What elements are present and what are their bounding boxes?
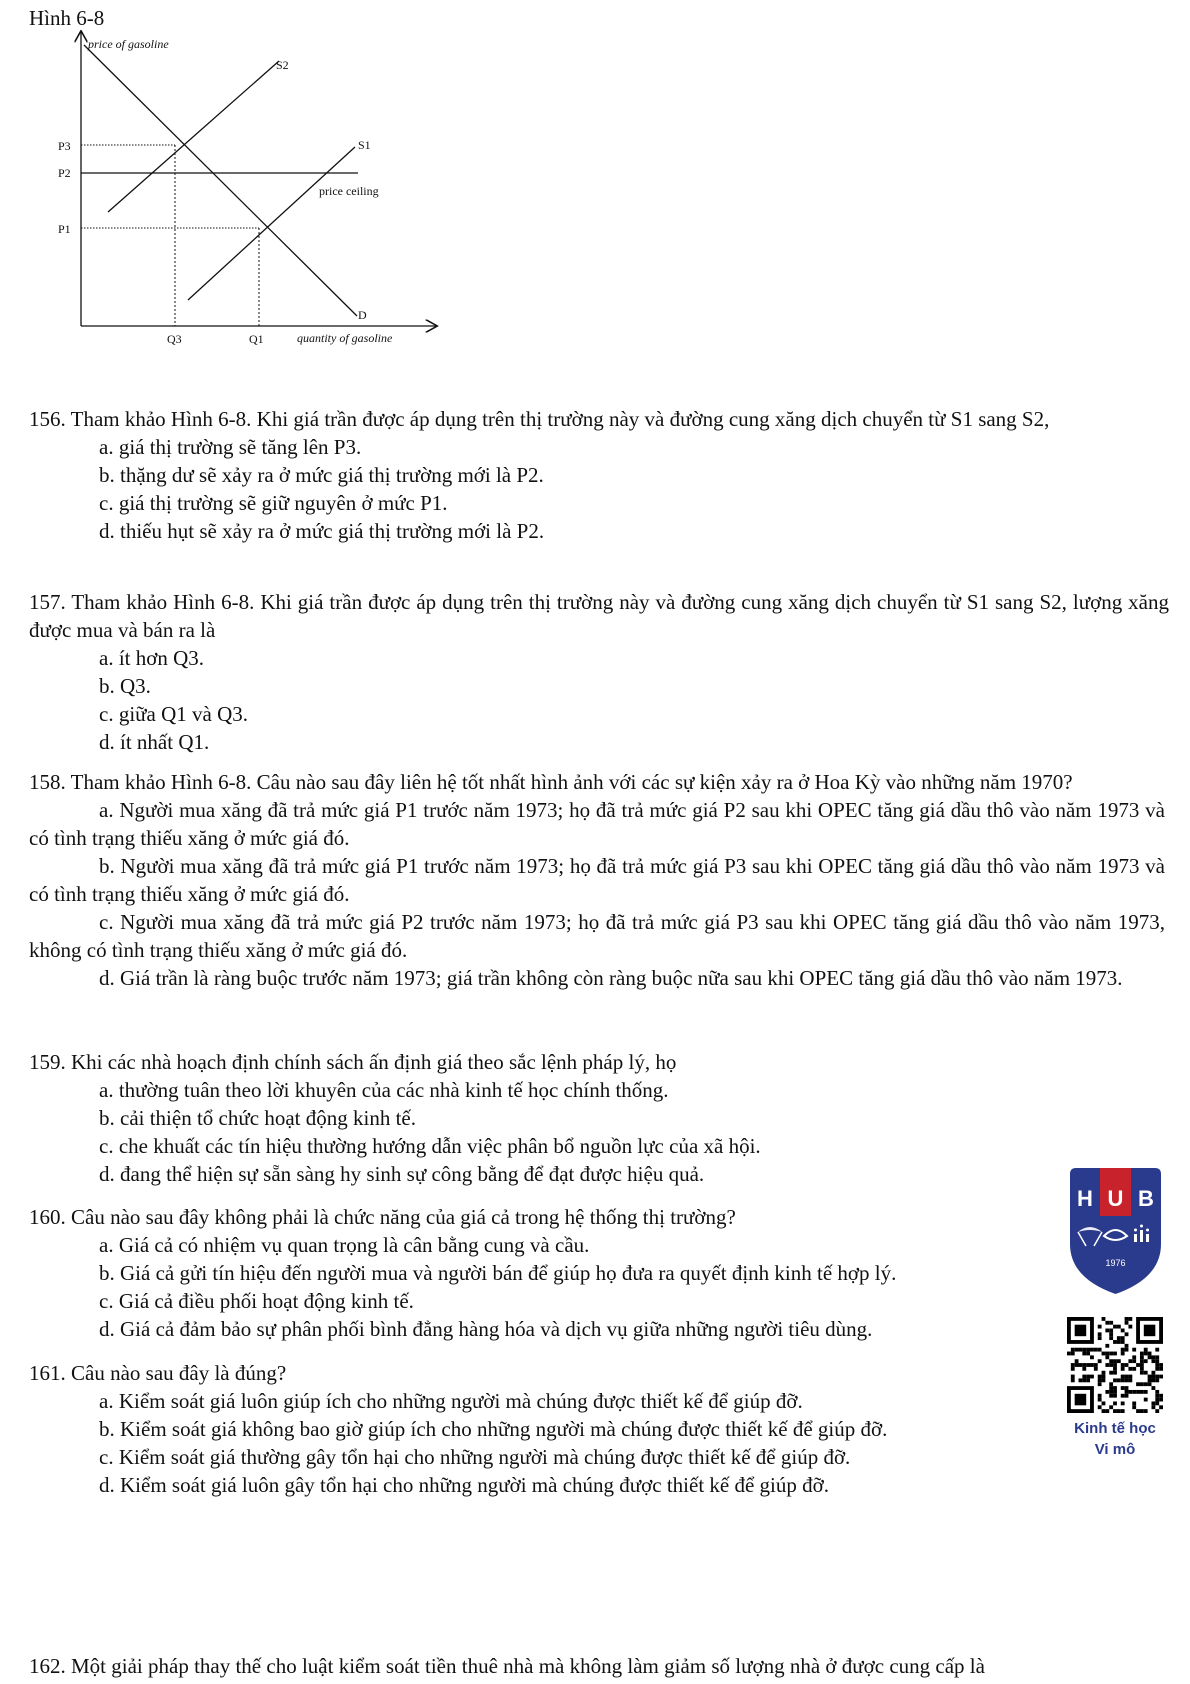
label-p2: P2	[58, 166, 71, 180]
question-stem: 158. Tham khảo Hình 6-8. Câu nào sau đây liên hệ tốt nhất hình ảnh với các sự kiện xảy ra ở Hoa Kỳ vào những năm 1970?	[29, 770, 1073, 794]
option-b: b. Giá cả gửi tín hiệu đến người mua và người bán để giúp họ đưa ra quyết định kinh tế hợp lý.	[99, 1261, 897, 1285]
label-s2: S2	[276, 58, 289, 72]
label-price-ceiling: price ceiling	[319, 184, 379, 198]
option-d: d. thiếu hụt sẽ xảy ra ở mức giá thị trường mới là P2.	[99, 519, 545, 543]
supply-curve-s1	[188, 147, 355, 300]
demand-curve	[84, 45, 357, 316]
brand-line-2: Vi mô	[1094, 1441, 1136, 1458]
question-162	[29, 1652, 1169, 1680]
label-s1: S1	[358, 138, 371, 152]
logo-year: 1976	[1105, 1258, 1126, 1268]
option-b: b. thặng dư sẽ xảy ra ở mức giá thị trường mới là P2.	[99, 463, 544, 487]
logo-letter-h: H	[1077, 1186, 1093, 1211]
question-156	[29, 405, 1169, 545]
option-c: c. Kiểm soát giá thường gây tổn hại cho những người mà chúng được thiết kế để giúp đỡ.	[99, 1445, 851, 1469]
question-161	[29, 1359, 1169, 1499]
option-a: a. Kiểm soát giá luôn giúp ích cho những người mà chúng được thiết kế để giúp đỡ.	[99, 1389, 803, 1413]
label-d: D	[358, 308, 367, 322]
question-stem: 159. Khi các nhà hoạch định chính sách ấn định giá theo sắc lệnh pháp lý, họ	[29, 1050, 677, 1074]
option-a: a. ít hơn Q3.	[99, 646, 205, 670]
label-p1: P1	[58, 222, 71, 236]
option-b: b. Q3.	[99, 674, 151, 698]
label-q3: Q3	[167, 332, 182, 346]
question-stem: 160. Câu nào sau đây không phải là chức năng của giá cả trong hệ thống thị trường?	[29, 1205, 736, 1229]
question-stem: 157. Tham khảo Hình 6-8. Khi giá trần được áp dụng trên thị trường này và đường cung xăng dịch chuyển từ S1 sang S2, lượng xăng được mua và bán ra là	[29, 590, 1169, 642]
question-158	[29, 768, 1169, 992]
option-a: a. Giá cả có nhiệm vụ quan trọng là cân bằng cung và cầu.	[99, 1233, 590, 1257]
option-d: d. Kiểm soát giá luôn gây tổn hại cho những người mà chúng được thiết kế để giúp đỡ.	[99, 1473, 829, 1497]
option-b: b. cải thiện tổ chức hoạt động kinh tế.	[99, 1106, 416, 1130]
option-a: a. Người mua xăng đã trả mức giá P1 trước năm 1973; họ đã trả mức giá P2 sau khi OPEC tăng giá dầu thô vào năm 1973 và có tình trạng thiếu xăng ở mức giá đó.	[29, 798, 1165, 850]
supply-curve-s2	[108, 61, 279, 212]
option-b: b. Kiểm soát giá không bao giờ giúp ích cho những người mà chúng được thiết kế để giúp đỡ.	[99, 1417, 888, 1441]
question-stem: 156. Tham khảo Hình 6-8. Khi giá trần được áp dụng trên thị trường này và đường cung xăng dịch chuyển từ S1 sang S2,	[29, 407, 1050, 431]
university-logo	[1068, 1166, 1163, 1296]
x-axis-label: quantity of gasoline	[297, 331, 393, 345]
question-160	[29, 1203, 1169, 1343]
brand-line-1: Kinh tế học	[1074, 1420, 1156, 1437]
option-c: c. Giá cả điều phối hoạt động kinh tế.	[99, 1289, 414, 1313]
figure-title: Hình 6-8	[29, 6, 105, 30]
option-c: c. che khuất các tín hiệu thường hướng dẫn việc phân bổ nguồn lực của xã hội.	[99, 1134, 761, 1158]
option-c: c. giữa Q1 và Q3.	[99, 702, 249, 726]
option-d: d. đang thể hiện sự sẵn sàng hy sinh sự công bằng để đạt được hiệu quả.	[99, 1162, 705, 1186]
question-157	[29, 588, 1169, 756]
option-b: b. Người mua xăng đã trả mức giá P1 trước năm 1973; họ đã trả mức giá P3 sau khi OPEC tăng giá dầu thô vào năm 1973 và có tình trạng thiếu xăng ở mức giá đó.	[29, 854, 1165, 906]
label-q1: Q1	[249, 332, 264, 346]
option-a: a. thường tuân theo lời khuyên của các nhà kinh tế học chính thống.	[99, 1078, 669, 1102]
label-p3: P3	[58, 139, 71, 153]
supply-demand-figure	[0, 30, 470, 380]
qr-code	[1067, 1317, 1163, 1413]
option-d: d. Giá trần là ràng buộc trước năm 1973; giá trần không còn ràng buộc nữa sau khi OPEC tăng giá dầu thô vào năm 1973.	[99, 966, 1123, 990]
question-stem: 162. Một giải pháp thay thế cho luật kiểm soát tiền thuê nhà mà không làm giảm số lượng nhà ở được cung cấp là	[29, 1654, 985, 1678]
y-axis-label: price of gasoline	[88, 37, 169, 51]
option-a: a. giá thị trường sẽ tăng lên P3.	[99, 435, 362, 459]
question-stem: 161. Câu nào sau đây là đúng?	[29, 1361, 287, 1385]
logo-letter-b: B	[1138, 1186, 1154, 1211]
option-c: c. giá thị trường sẽ giữ nguyên ở mức P1.	[99, 491, 448, 515]
question-159	[29, 1048, 1169, 1188]
logo-letter-u: U	[1107, 1186, 1124, 1211]
option-d: d. Giá cả đảm bảo sự phân phối bình đẳng hàng hóa và dịch vụ giữa những người tiêu dùng.	[99, 1317, 873, 1341]
option-c: c. Người mua xăng đã trả mức giá P2 trước năm 1973; họ đã trả mức giá P3 sau khi OPEC tăng giá dầu thô vào năm 1973, không có tình trạng thiếu xăng ở mức giá đó.	[29, 910, 1165, 962]
option-d: d. ít nhất Q1.	[99, 730, 210, 754]
